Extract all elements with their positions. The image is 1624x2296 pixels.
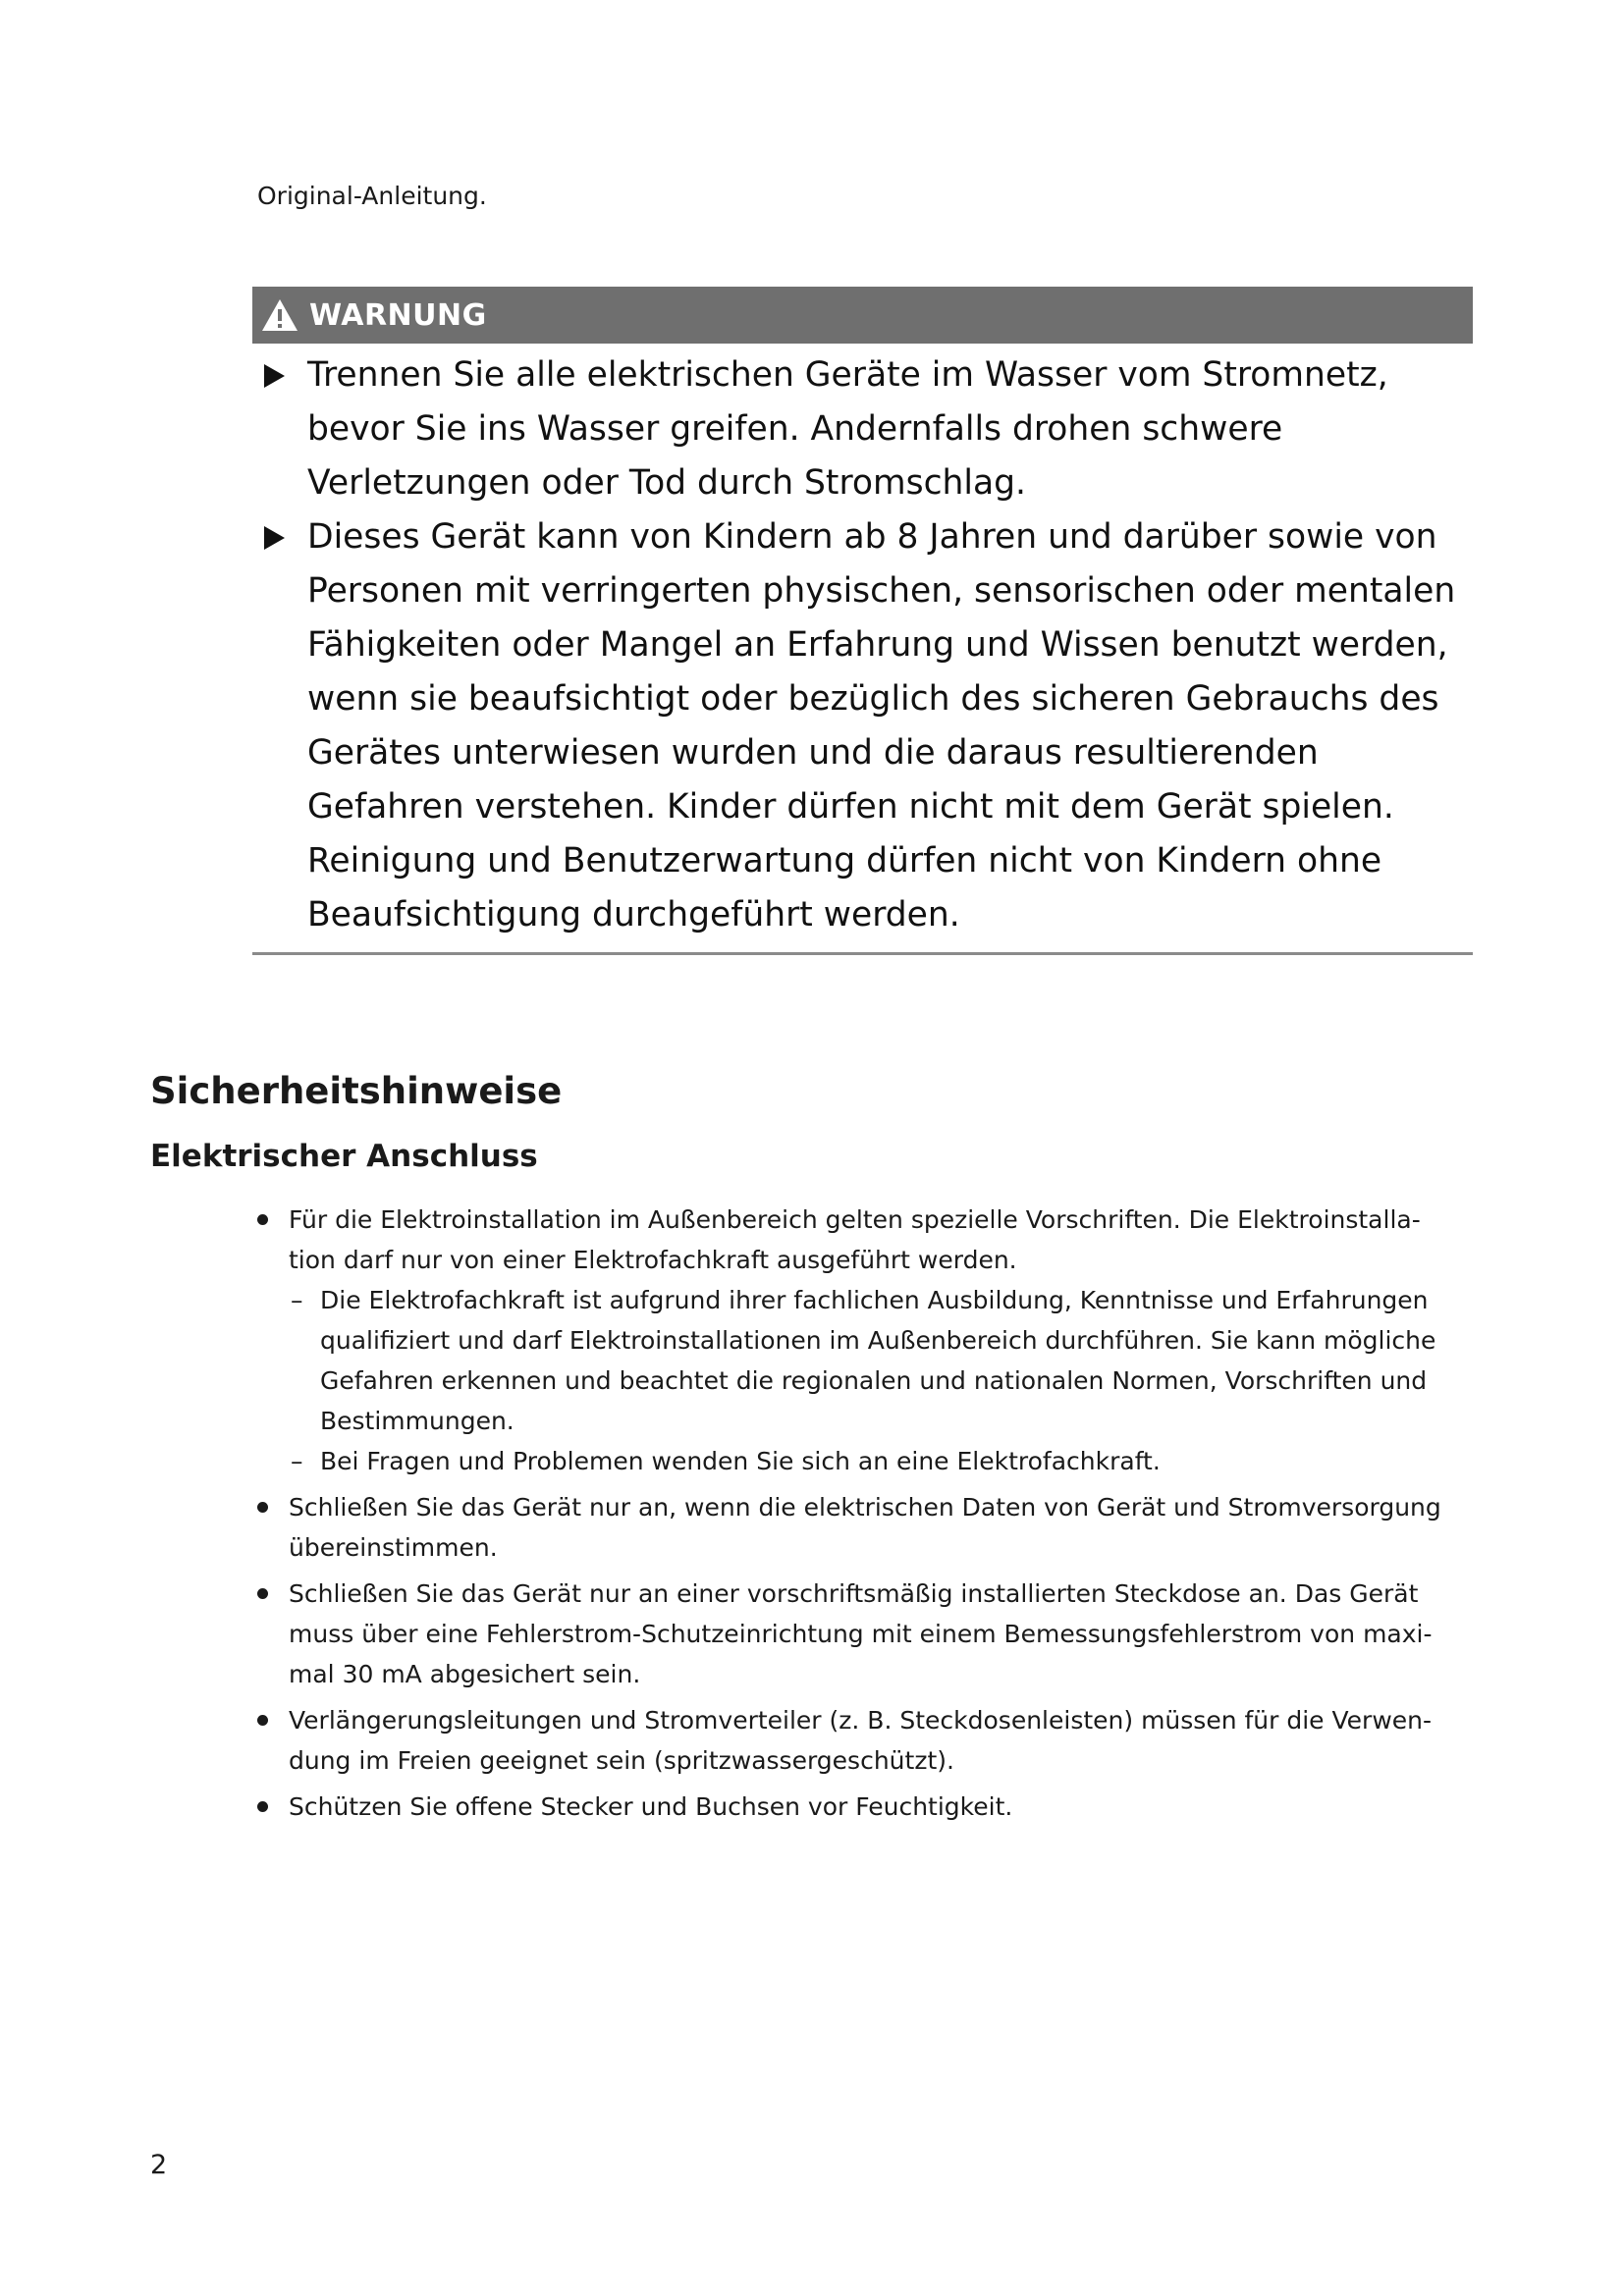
intro-text: Original-Anleitung. (257, 182, 487, 210)
warning-item-text: Dieses Gerät kann von Kindern ab 8 Jahren und darüber sowie von Personen mit verringerten physischen, sensorischen oder mentalen Fähigkeiten oder Mangel an Erfahrung und Wissen benutzt werden, wenn sie beaufsichtigt oder bezüglich des sicheren Gebrauchs des Gerätes unterwiesen wurden und die daraus resultierenden Gefahren verstehen. Kinder dürfen nicht mit dem Gerät spielen. Reinigung und Benutzerwartung dürfen nicht von Kindern ohne Beaufsichtigung durchgeführt werden. (307, 517, 1456, 934)
warning-header (252, 287, 1473, 344)
page-number: 2 (150, 2150, 168, 2180)
bullet-icon (257, 1214, 268, 1225)
bullet-icon (257, 1588, 268, 1599)
safety-list (257, 1200, 1450, 1833)
play-triangle-icon (264, 526, 285, 550)
sub-list-item (289, 1280, 1450, 1441)
dash-icon: – (291, 1286, 303, 1314)
warning-triangle-icon (260, 297, 299, 333)
dash-icon: – (291, 1447, 303, 1475)
list-item (257, 1700, 1450, 1781)
bullet-icon (257, 1502, 268, 1513)
sub-list-item-text: Die Elektrofachkraft ist aufgrund ihrer fachlichen Ausbildung, Kenntnisse und Erfahrungen qualifiziert und darf Elektroinstallationen im Außenbereich durchführen. Sie kann mögliche Gefahren erkennen und beachtet die regionalen und nationalen Normen, Vorschriften und Bestimmungen. (320, 1286, 1436, 1435)
bullet-icon (257, 1801, 268, 1812)
warning-item (252, 510, 1473, 942)
section-subheading: Elektrischer Anschluss (150, 1139, 538, 1174)
sub-list (289, 1280, 1450, 1481)
play-triangle-icon (264, 364, 285, 388)
list-item-text: Verlängerungsleitungen und Stromverteiler (z. B. Steckdosenleisten) müssen für die Verwendung im Freien geeignet sein (spritzwassergeschützt). (289, 1706, 1433, 1775)
sub-list-item-text: Bei Fragen und Problemen wenden Sie sich an eine Elektrofachkraft. (320, 1447, 1161, 1475)
list-item-text: Schützen Sie offene Stecker und Buchsen vor Feuchtigkeit. (289, 1792, 1013, 1821)
sub-list-item (289, 1441, 1450, 1481)
section-heading: Sicherheitshinweise (150, 1070, 563, 1112)
bullet-icon (257, 1715, 268, 1726)
warning-list (252, 348, 1473, 955)
list-item-text: Schließen Sie das Gerät nur an einer vorschriftsmäßig installierten Steckdose an. Das Gerät muss über eine Fehlerstrom-Schutzeinrichtung mit einem Bemessungsfehlerstrom von maximal 30 mA abgesichert sein. (289, 1579, 1433, 1688)
warning-item-text: Trennen Sie alle elektrischen Geräte im Wasser vom Stromnetz, bevor Sie ins Wasser greifen. Andernfalls drohen schwere Verletzungen oder Tod durch Stromschlag. (307, 355, 1388, 503)
list-item (257, 1200, 1450, 1481)
warning-item (252, 348, 1473, 510)
list-item-text: Schließen Sie das Gerät nur an, wenn die elektrischen Daten von Gerät und Stromversorgung übereinstimmen. (289, 1493, 1441, 1562)
list-item (257, 1574, 1450, 1694)
list-item-text: Für die Elektroinstallation im Außenbereich gelten spezielle Vorschriften. Die Elektroinstallation darf nur von einer Elektrofachkraft ausgeführt werden. (289, 1205, 1421, 1274)
list-item (257, 1487, 1450, 1568)
list-item (257, 1787, 1450, 1827)
warning-title: WARNUNG (309, 297, 487, 333)
warning-box (252, 287, 1473, 955)
